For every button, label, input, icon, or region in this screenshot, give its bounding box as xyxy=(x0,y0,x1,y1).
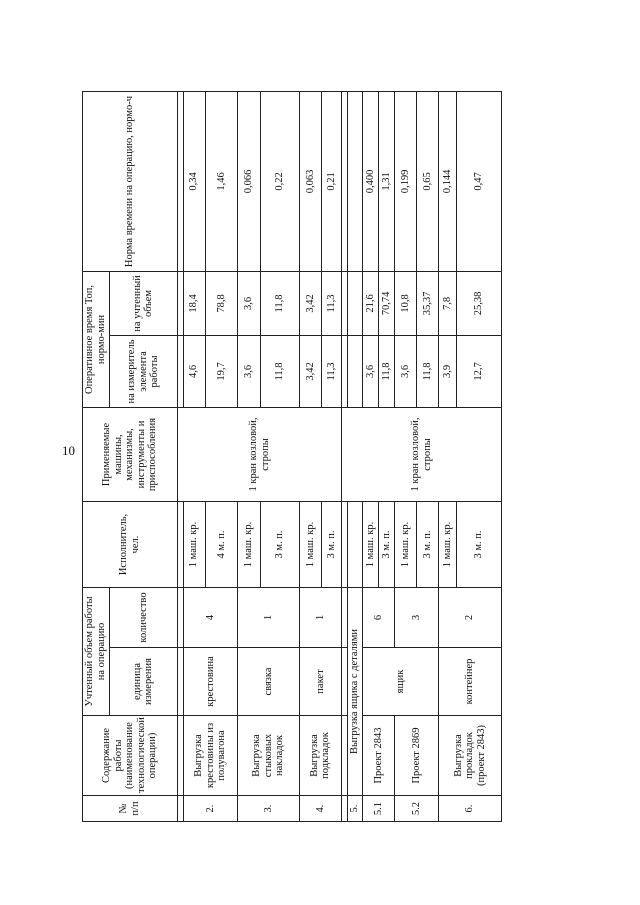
header-norm: Норма времени на операцию, нормо-ч xyxy=(83,91,178,271)
header-machines: Применяемые машины, механизмы, инструменты и приспособления xyxy=(83,407,178,501)
row-performer: 1 маш. кр. xyxy=(238,501,260,587)
row-time-unit: 11,8 xyxy=(379,335,395,407)
row-qty: 1 xyxy=(299,587,341,647)
row-time-volume: 18,4 xyxy=(183,271,205,335)
row-time-volume: 11,8 xyxy=(260,271,299,335)
row-time-volume: 10,8 xyxy=(394,271,416,335)
row-time-unit: 3,42 xyxy=(299,335,321,407)
row-num: 2. xyxy=(183,796,238,822)
row-qty: 6 xyxy=(363,587,394,647)
row-performer: 1 маш. кр. xyxy=(439,501,457,587)
row-time-volume: 3,6 xyxy=(238,271,260,335)
header-num: № п/п xyxy=(83,796,178,822)
row-content: Выгрузка крестовины из полувагона xyxy=(183,716,238,796)
row-num: 3. xyxy=(238,796,299,822)
row-num: 5.2 xyxy=(394,796,439,822)
row-norm: 0,066 xyxy=(238,91,260,271)
row-unit: связка xyxy=(238,648,299,716)
header-per-unit: на измеритель элемента работы xyxy=(109,335,177,407)
row-norm: 0,063 xyxy=(299,91,321,271)
row-time-unit: 19,7 xyxy=(205,335,237,407)
row-time-unit: 3,6 xyxy=(394,335,416,407)
row-content: Проект 2843 xyxy=(363,716,394,796)
header-row-1 xyxy=(83,91,110,821)
time-norm-table xyxy=(82,91,502,822)
row-time-volume: 3,42 xyxy=(299,271,321,335)
row-time-volume: 25,38 xyxy=(457,271,502,335)
rotated-table-wrapper xyxy=(82,92,502,822)
row-norm: 0,34 xyxy=(183,91,205,271)
row-num: 5.1 xyxy=(363,796,394,822)
row-time-unit: 3,6 xyxy=(363,335,379,407)
row-time-volume: 78,8 xyxy=(205,271,237,335)
header-quantity: количество xyxy=(109,587,177,647)
row-performer: 3 м. п. xyxy=(379,501,395,587)
header-optime-group: Оперативное время Топ, нормо-мин xyxy=(83,271,110,407)
row-time-unit: 12,7 xyxy=(457,335,502,407)
row-time-volume: 21,6 xyxy=(363,271,379,335)
row-num: 4. xyxy=(299,796,341,822)
header-content: Содержание работы (наименование технологической операции) xyxy=(83,716,178,796)
row-unit: пакет xyxy=(299,648,341,716)
row-unit: ящик xyxy=(363,648,439,716)
header-volume-group: Учтенный объем работы на операцию xyxy=(83,587,110,715)
row-norm: 0,47 xyxy=(457,91,502,271)
row-time-unit: 11,8 xyxy=(417,335,439,407)
row-time-volume: 11,3 xyxy=(322,271,342,335)
row-time-unit: 4,6 xyxy=(183,335,205,407)
row-performer: 3 м. п. xyxy=(457,501,502,587)
row-num: 6. xyxy=(439,796,502,822)
row-content: Выгрузка подкладок xyxy=(299,716,341,796)
row-norm: 0,400 xyxy=(363,91,379,271)
row-performer: 1 маш. кр. xyxy=(363,501,379,587)
row-performer: 4 м. п. xyxy=(205,501,237,587)
row-time-volume: 70,74 xyxy=(379,271,395,335)
row-performer: 3 м. п. xyxy=(322,501,342,587)
row-content: Проект 2869 xyxy=(394,716,439,796)
row-performer: 3 м. п. xyxy=(260,501,299,587)
row-unit: контейнер xyxy=(439,648,502,716)
row-norm: 0,65 xyxy=(417,91,439,271)
row-num: 5. xyxy=(347,796,363,822)
row-unit: крестовина xyxy=(183,648,238,716)
row-performer: 3 м. п. xyxy=(417,501,439,587)
row-content: Выгрузка прокладок (проект 2843) xyxy=(439,716,502,796)
row-qty: 1 xyxy=(238,587,299,647)
header-per-volume: на учтенный объем xyxy=(109,271,177,335)
row-time-unit: 3,9 xyxy=(439,335,457,407)
header-performer: Исполнитель, чел. xyxy=(83,501,178,587)
row-time-volume: 7,8 xyxy=(439,271,457,335)
row-performer: 1 маш. кр. xyxy=(183,501,205,587)
row-norm: 0,199 xyxy=(394,91,416,271)
row-norm: 1,31 xyxy=(379,91,395,271)
row-content: Выгрузка ящика с деталями xyxy=(347,587,363,795)
row-time-unit: 3,6 xyxy=(238,335,260,407)
row-norm: 0,21 xyxy=(322,91,342,271)
row-qty: 2 xyxy=(439,587,502,647)
row-content: Выгрузка стыковых накладок xyxy=(238,716,299,796)
row-norm: 0,22 xyxy=(260,91,299,271)
machines-cell-group-2: 1 кран козловой, стропы xyxy=(410,417,433,492)
row-performer: 1 маш. кр. xyxy=(299,501,321,587)
header-unit: единица измерения xyxy=(109,648,177,716)
machines-cell-group-1: 1 кран козловой, стропы xyxy=(248,417,271,492)
row-time-volume: 35,37 xyxy=(417,271,439,335)
row-time-unit: 11,3 xyxy=(322,335,342,407)
row-qty: 3 xyxy=(394,587,439,647)
page-number: 10 xyxy=(62,443,75,458)
row-qty: 4 xyxy=(183,587,238,647)
row-norm: 0,144 xyxy=(439,91,457,271)
row-time-unit: 11,8 xyxy=(260,335,299,407)
row-norm: 1,46 xyxy=(205,91,237,271)
row-performer: 1 маш. кр. xyxy=(394,501,416,587)
